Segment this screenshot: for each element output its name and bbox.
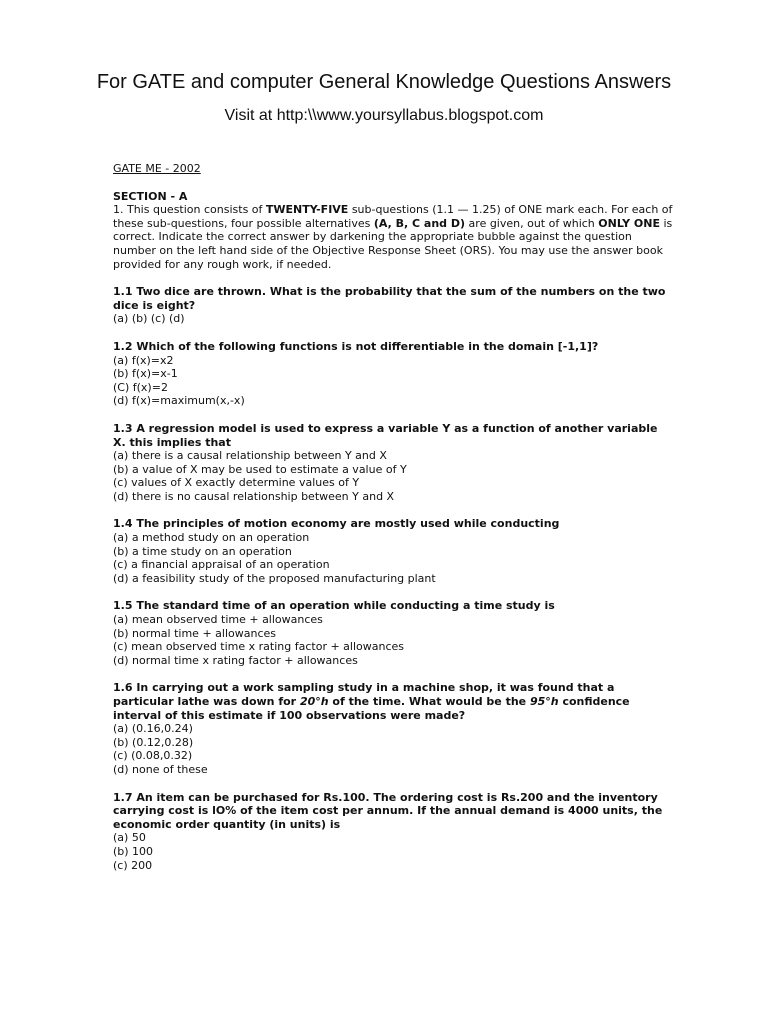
q6-text-a: 1.6 In carrying out a work sampling study in a machine shop, it was found that a particular lathe was down for	[113, 681, 615, 708]
option-d: (d) none of these	[113, 762, 208, 776]
option-c: (c) (0.08,0.32)	[113, 749, 193, 763]
instr-part-3: are given, out of which	[465, 216, 599, 230]
q6-text-c: of the time. What would be the	[328, 695, 530, 708]
option-a: (a) mean observed time + allowances	[113, 613, 323, 627]
visit-link-text: Visit at http:\\www.yoursyllabus.blogspot.com	[224, 107, 544, 124]
option-b: (b) a time study on an operation	[113, 544, 292, 558]
question-text: 1.4 The principles of motion economy are mostly used while conducting	[113, 517, 560, 531]
option-d: (d) a feasibility study of the proposed manufacturing plant	[113, 571, 436, 585]
option-d: (d) normal time x rating factor + allowances	[113, 653, 358, 667]
instr-bold-3: ONLY ONE	[598, 216, 660, 230]
q6-percent-1: 20°h	[299, 695, 329, 708]
instr-bold-1: TWENTY-FIVE	[265, 203, 349, 217]
option-a: (a) f(x)=x2	[113, 353, 174, 367]
question-1-5	[113, 599, 673, 667]
instr-part-2: sub-questions (1.1 — 1.25) of ONE mark each. For each of these sub-questions, four possible alternatives	[113, 203, 673, 230]
option-a: (a) (0.16,0.24)	[113, 722, 193, 736]
header-title: For GATE and computer General Knowledge Questions Answers	[96, 71, 672, 93]
question-1-7	[113, 791, 673, 873]
question-1-6	[113, 681, 673, 776]
question-1-3	[113, 422, 673, 504]
question-1-4	[113, 517, 673, 585]
q6-percent-2: 95°h	[529, 695, 559, 708]
option-a: (a) 50	[113, 831, 146, 845]
option-d: (d) f(x)=maximum(x,-x)	[113, 394, 245, 408]
question-text: 1.7 An item can be purchased for Rs.100. The ordering cost is Rs.200 and the inventory carrying cost is lO% of the item cost per annum. If the annual demand is 4000 units, the economic order quantity (in units) is	[113, 790, 663, 831]
question-text: 1.1 Two dice are thrown. What is the probability that the sum of the numbers on the two dice is eight?	[113, 285, 666, 312]
question-text: 1.2 Which of the following functions is not differentiable in the domain [-1,1]?	[113, 339, 599, 353]
question-text: 1.5 The standard time of an operation while conducting a time study is	[113, 599, 555, 613]
option-c: (c) a financial appraisal of an operation	[113, 558, 330, 572]
instr-part-4: is correct. Indicate the correct answer by darkening the appropriate bubble against the question number on the left hand side of the Objective Response Sheet (ORS). You may use the answer book provided for any rough work, if needed.	[113, 216, 673, 271]
option-b: (b) (0.12,0.28)	[113, 735, 194, 749]
option-b: (b) f(x)=x-1	[113, 367, 178, 381]
option-d: (d) there is no causal relationship between Y and X	[113, 489, 395, 503]
question-1-2	[113, 340, 673, 408]
option-c: (C) f(x)=2	[113, 380, 168, 394]
instr-part-1: 1. This question consists of	[113, 203, 266, 217]
q6-text-e: confidence interval of this estimate if 100 observations were made?	[113, 695, 630, 722]
instructions-paragraph	[113, 203, 673, 271]
option-b: (b) 100	[113, 844, 154, 858]
option-a: (a) there is a causal relationship between Y and X	[113, 449, 387, 463]
option-c: (c) mean observed time x rating factor + allowances	[113, 640, 405, 654]
option-c: (c) values of X exactly determine values of Y	[113, 476, 360, 490]
section-heading: SECTION - A	[113, 189, 188, 203]
options-line: (a) (b) (c) (d)	[113, 312, 185, 326]
option-a: (a) a method study on an operation	[113, 531, 310, 545]
document-body	[113, 162, 673, 886]
question-text	[113, 681, 673, 722]
option-c: (c) 200	[113, 858, 153, 872]
option-b: (b) normal time + allowances	[113, 626, 277, 640]
question-text: 1.3 A regression model is used to express a variable Y as a function of another variable X. this implies that	[113, 421, 658, 449]
option-b: (b) a value of X may be used to estimate a value of Y	[113, 462, 407, 476]
question-1-1	[113, 285, 673, 326]
instr-bold-2: (A, B, C and D)	[373, 216, 466, 230]
exam-title: GATE ME - 2002	[113, 162, 201, 175]
